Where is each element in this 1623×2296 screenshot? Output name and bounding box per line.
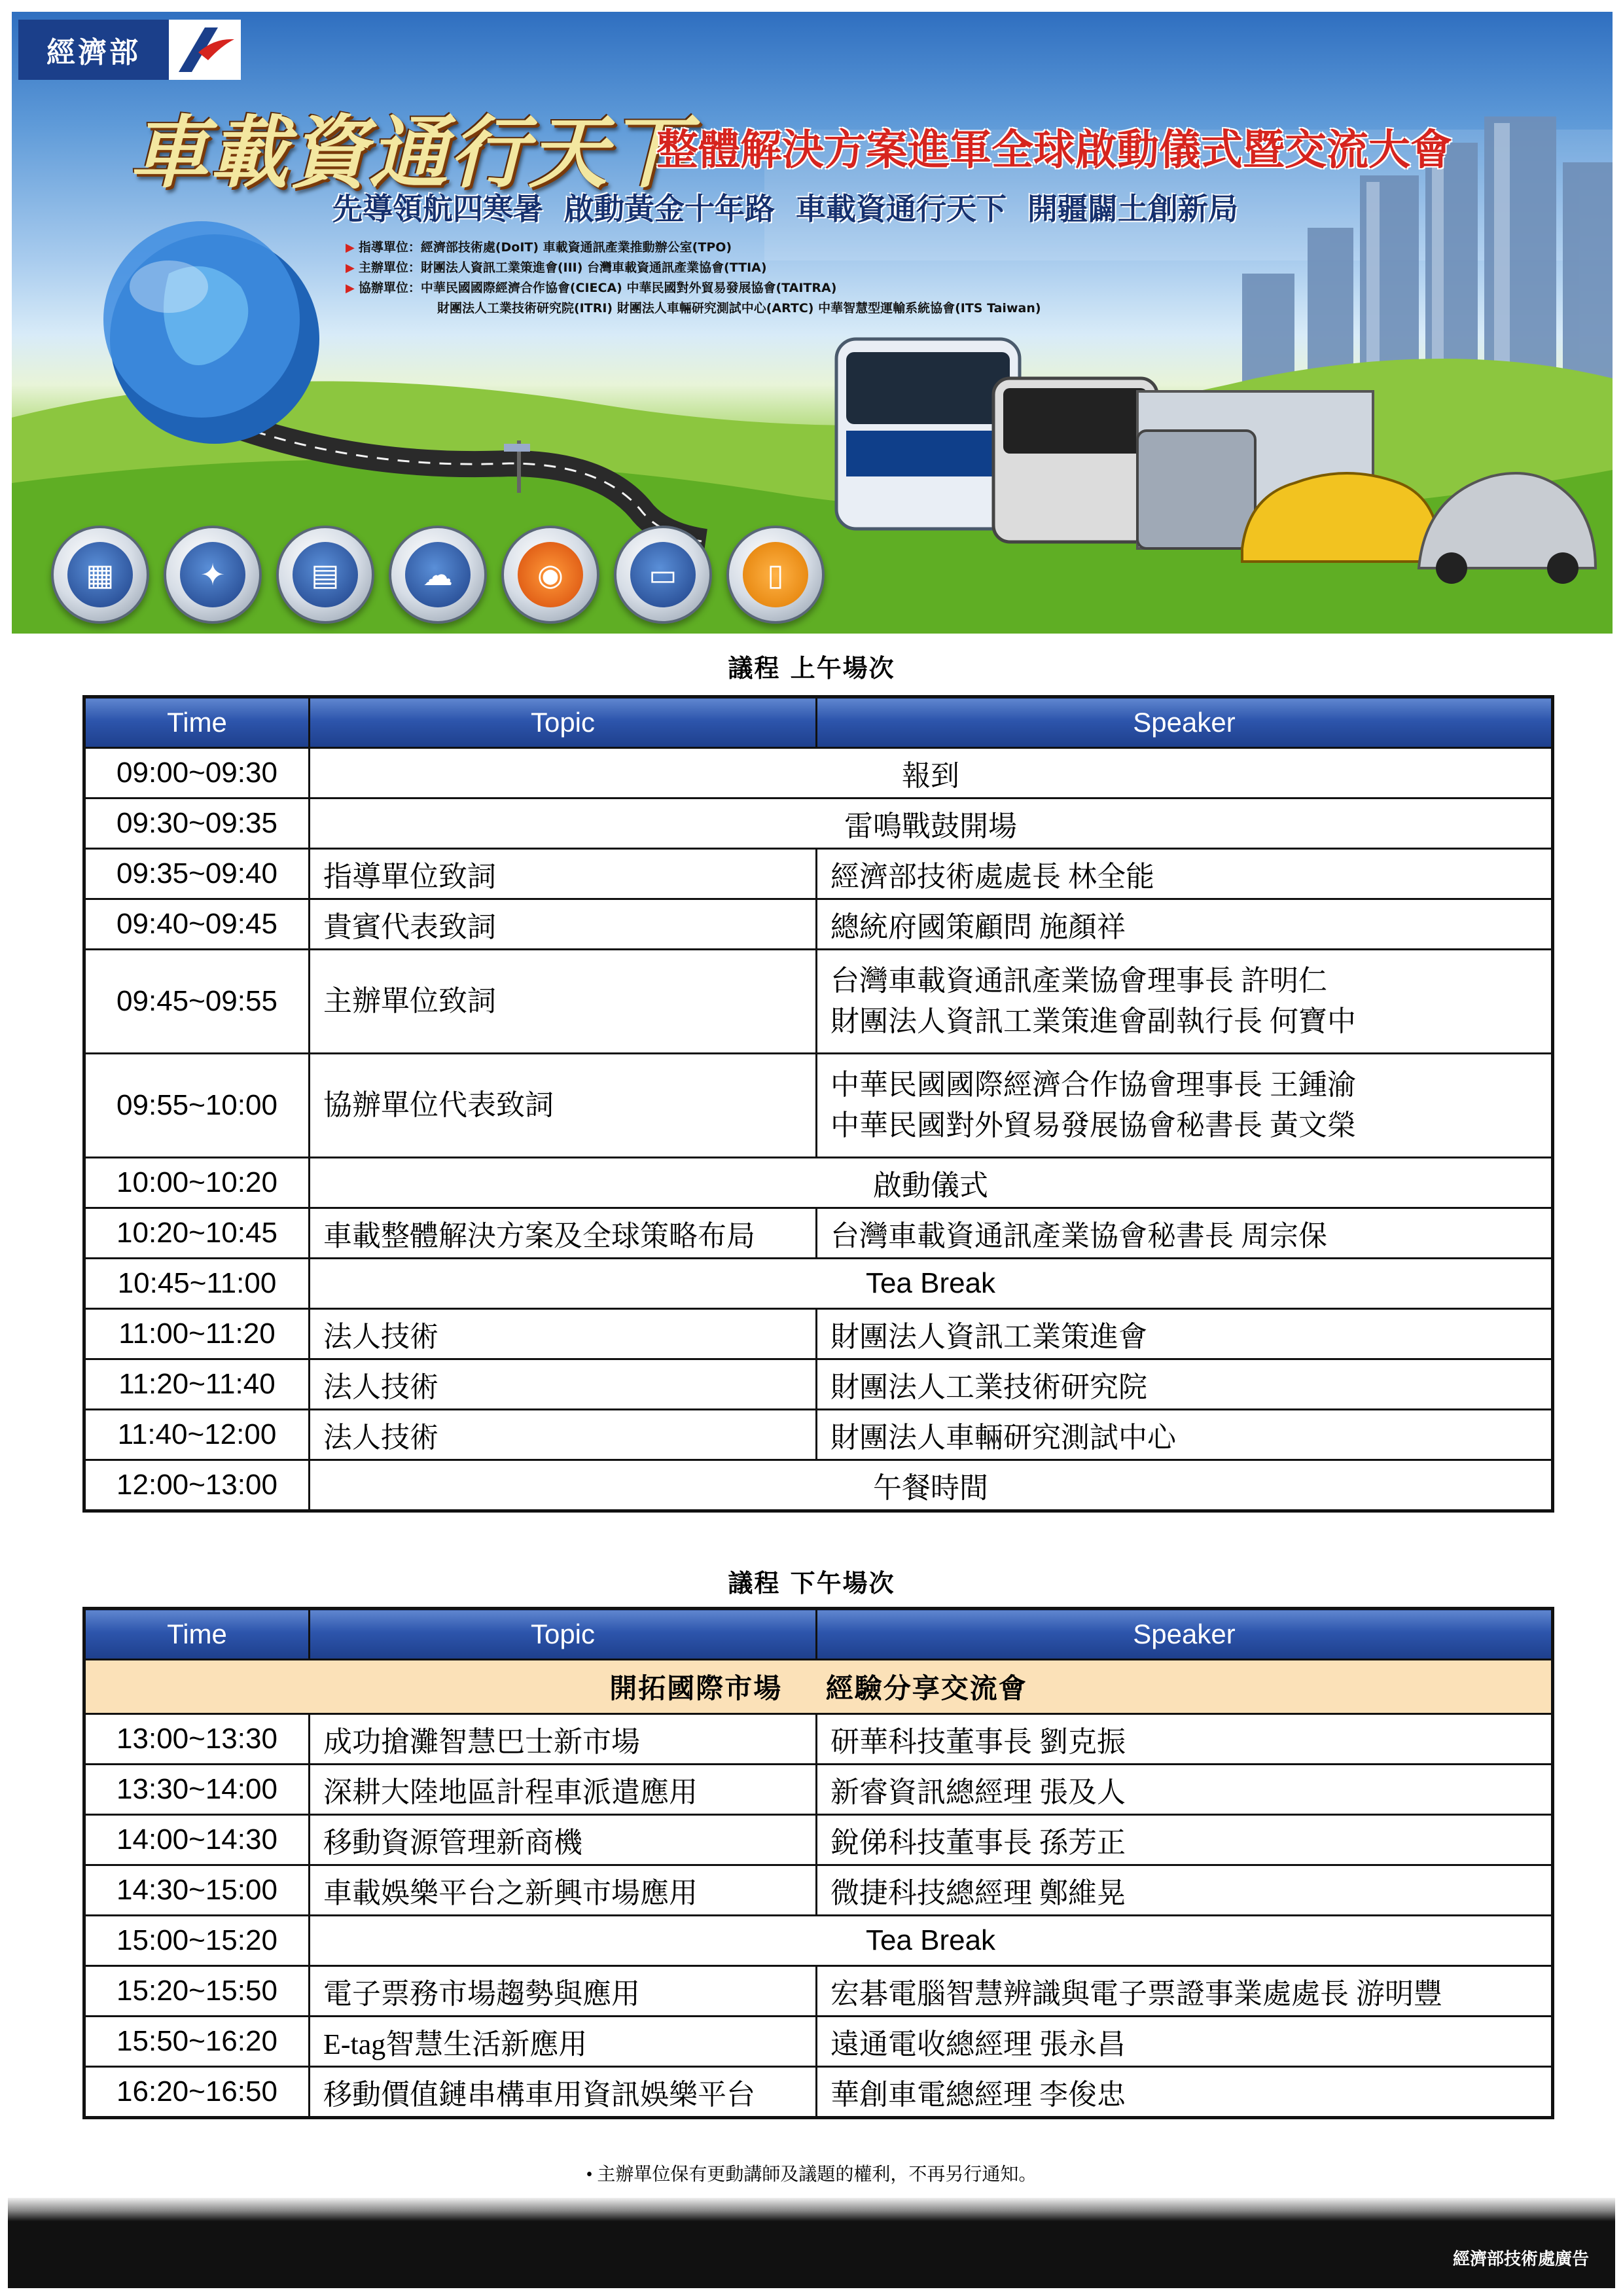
agenda-row	[84, 1460, 1553, 1511]
speaker-cell	[817, 1054, 1553, 1158]
organizer-line: 財團法人工業技術研究院(ITRI) 財團法人車輛研究測試中心(ARTC) 中華智慧型運輸系統協會(ITS Taiwan)	[437, 301, 1041, 315]
speaker-cell: 微捷科技總經理 鄭維晃	[817, 1865, 1553, 1916]
speaker-cell: 財團法人資訊工業策進會	[817, 1309, 1553, 1359]
agenda-row	[84, 1916, 1553, 1966]
time-cell: 14:30~15:00	[84, 1865, 310, 1916]
ministry-logo-label: 經濟部	[18, 20, 169, 80]
agenda-row	[84, 899, 1553, 950]
navigation-tablet-icon: ▭	[614, 526, 712, 624]
speaker-cell: 遠通電收總經理 張永昌	[817, 2017, 1553, 2067]
speaker-cell: 華創車電總經理 李俊忠	[817, 2067, 1553, 2118]
topic-cell: 法人技術	[310, 1359, 817, 1410]
morning-section-title: 議程 上午場次	[728, 654, 895, 683]
banner-main-title: 車載資通行天下	[130, 108, 688, 199]
topic-cell: 車載娛樂平台之新興市場應用	[310, 1865, 817, 1916]
speaker-cell	[817, 950, 1553, 1054]
organizer-line: ▶ 協辦單位：中華民國國際經濟合作協會(CIECA) 中華民國對外貿易發展協會(TAITRA)	[346, 281, 837, 295]
time-cell: 11:20~11:40	[84, 1359, 310, 1410]
topic-column-header: Topic	[310, 697, 817, 748]
speaker-cell: 經濟部技術處處長 林全能	[817, 849, 1553, 899]
topic-cell: 車載整體解決方案及全球策略布局	[310, 1208, 817, 1259]
speaker-cell: 財團法人車輛研究測試中心	[817, 1410, 1553, 1460]
topic-cell: 成功搶灘智慧巴士新市場	[310, 1714, 817, 1765]
time-cell: 10:45~11:00	[84, 1259, 310, 1309]
table-header-row	[84, 1609, 1553, 1660]
merged-cell: 雷鳴戰鼓開場	[310, 798, 1553, 849]
topic-cell: 主辦單位致詞	[310, 950, 817, 1054]
speaker-cell: 總統府國策顧問 施顏祥	[817, 899, 1553, 950]
topic-cell: 移動價值鏈串構車用資訊娛樂平台	[310, 2067, 817, 2118]
time-cell: 09:40~09:45	[84, 899, 310, 950]
topic-cell: 貴賓代表致詞	[310, 899, 817, 950]
agenda-row	[84, 1410, 1553, 1460]
merged-cell: Tea Break	[310, 1916, 1553, 1966]
organizer-list	[346, 238, 1041, 318]
topic-cell: E-tag智慧生活新應用	[310, 2017, 817, 2067]
agenda-row	[84, 1158, 1553, 1208]
session-subheading: 開拓國際市場 經驗分享交流會	[84, 1660, 1553, 1714]
time-cell: 10:00~10:20	[84, 1158, 310, 1208]
time-cell: 09:35~09:40	[84, 849, 310, 899]
speaker-line: 中華民國國際經濟合作協會理事長 王鍾渝	[830, 1069, 1356, 1101]
organizer-line: ▶ 指導單位：經濟部技術處(DoIT) 車載資通訊產業推動辦公室(TPO)	[346, 240, 732, 255]
topic-cell: 移動資源管理新商機	[310, 1815, 817, 1865]
agenda-row	[84, 950, 1553, 1054]
time-cell: 15:00~15:20	[84, 1916, 310, 1966]
technology-icon-row	[51, 526, 825, 624]
time-cell: 15:50~16:20	[84, 2017, 310, 2067]
time-cell: 09:45~09:55	[84, 950, 310, 1054]
topic-cell: 指導單位致詞	[310, 849, 817, 899]
table-header-row	[84, 697, 1553, 748]
speaker-cell: 銳俤科技董事長 孫芳正	[817, 1815, 1553, 1865]
banner-sub-title: 整體解決方案進軍全球啟動儀式暨交流大會	[656, 126, 1452, 175]
time-cell: 10:20~10:45	[84, 1208, 310, 1259]
arrow-bullet-icon: ▶	[346, 241, 355, 255]
merged-cell: 報到	[310, 748, 1553, 798]
time-cell: 12:00~13:00	[84, 1460, 310, 1511]
merged-cell: 午餐時間	[310, 1460, 1553, 1511]
time-cell: 11:00~11:20	[84, 1309, 310, 1359]
time-cell: 09:55~10:00	[84, 1054, 310, 1158]
time-cell: 09:30~09:35	[84, 798, 310, 849]
event-banner	[12, 12, 1613, 634]
agenda-row	[84, 1714, 1553, 1765]
footer-credit: 經濟部技術處廣告	[1452, 2250, 1589, 2269]
agenda-row	[84, 1259, 1553, 1309]
time-column-header: Time	[84, 1609, 310, 1660]
agenda-row	[84, 1865, 1553, 1916]
time-cell: 13:00~13:30	[84, 1714, 310, 1765]
time-column-header: Time	[84, 697, 310, 748]
topic-cell: 協辦單位代表致詞	[310, 1054, 817, 1158]
topic-cell: 法人技術	[310, 1410, 817, 1460]
wireless-signal-icon: ◉	[501, 526, 599, 624]
speaker-line: 台灣車載資通訊產業協會理事長 許明仁	[830, 965, 1327, 997]
smartphone-icon: ▯	[726, 526, 825, 624]
agenda-row	[84, 1359, 1553, 1410]
agenda-row	[84, 1966, 1553, 2017]
agenda-row	[84, 1309, 1553, 1359]
topic-cell: 深耕大陸地區計程車派遣應用	[310, 1765, 817, 1815]
time-cell: 15:20~15:50	[84, 1966, 310, 2017]
banner-slogan: 先導領航四寒暑 啟動黃金十年路 車載資通行天下 開疆闢土創新局	[332, 191, 1239, 226]
morning-agenda-table	[82, 695, 1554, 1513]
merged-cell: Tea Break	[310, 1259, 1553, 1309]
speaker-cell: 新睿資訊總經理 張及人	[817, 1765, 1553, 1815]
merged-cell: 啟動儀式	[310, 1158, 1553, 1208]
disclaimer-note: • 主辦單位保有更動講師及議題的權利，不再另行通知。	[586, 2164, 1037, 2185]
agenda-row	[84, 1054, 1553, 1158]
afternoon-section-title: 議程 下午場次	[728, 1569, 895, 1598]
dashboard-display-icon: ▤	[276, 526, 374, 624]
session-subheading-row	[84, 1660, 1553, 1714]
satellite-icon: ✦	[164, 526, 262, 624]
arrow-bullet-icon: ▶	[346, 261, 355, 275]
arrow-bullet-icon: ▶	[346, 281, 355, 295]
agenda-row	[84, 1765, 1553, 1815]
agenda-row	[84, 1208, 1553, 1259]
topic-cell: 電子票務市場趨勢與應用	[310, 1966, 817, 2017]
topic-cell: 法人技術	[310, 1309, 817, 1359]
speaker-column-header: Speaker	[817, 1609, 1553, 1660]
speaker-cell: 財團法人工業技術研究院	[817, 1359, 1553, 1410]
time-cell: 14:00~14:30	[84, 1815, 310, 1865]
agenda-row	[84, 849, 1553, 899]
speaker-cell: 台灣車載資通訊產業協會秘書長 周宗保	[817, 1208, 1553, 1259]
agenda-row	[84, 2017, 1553, 2067]
agenda-row	[84, 1815, 1553, 1865]
organizer-line: ▶ 主辦單位：財團法人資訊工業策進會(III) 台灣車載資通訊產業協會(TTIA)	[346, 260, 767, 275]
globe-cloud-icon: ☁	[389, 526, 487, 624]
footer-bar	[8, 2198, 1615, 2288]
speaker-cell: 宏碁電腦智慧辨識與電子票證事業處處長 游明豐	[817, 1966, 1553, 2017]
speaker-cell: 研華科技董事長 劉克振	[817, 1714, 1553, 1765]
agenda-row	[84, 748, 1553, 798]
speaker-line: 中華民國對外貿易發展協會秘書長 黃文榮	[830, 1109, 1356, 1141]
time-cell: 16:20~16:50	[84, 2067, 310, 2118]
time-cell: 13:30~14:00	[84, 1765, 310, 1815]
gps-map-icon: ▦	[51, 526, 149, 624]
speaker-column-header: Speaker	[817, 697, 1553, 748]
agenda-row	[84, 798, 1553, 849]
agenda-row	[84, 2067, 1553, 2118]
time-cell: 11:40~12:00	[84, 1410, 310, 1460]
afternoon-agenda-table	[82, 1607, 1554, 2119]
topic-column-header: Topic	[310, 1609, 817, 1660]
speaker-line: 財團法人資訊工業策進會副執行長 何寶中	[830, 1005, 1356, 1037]
time-cell: 09:00~09:30	[84, 748, 310, 798]
ministry-emblem-icon	[169, 20, 241, 80]
